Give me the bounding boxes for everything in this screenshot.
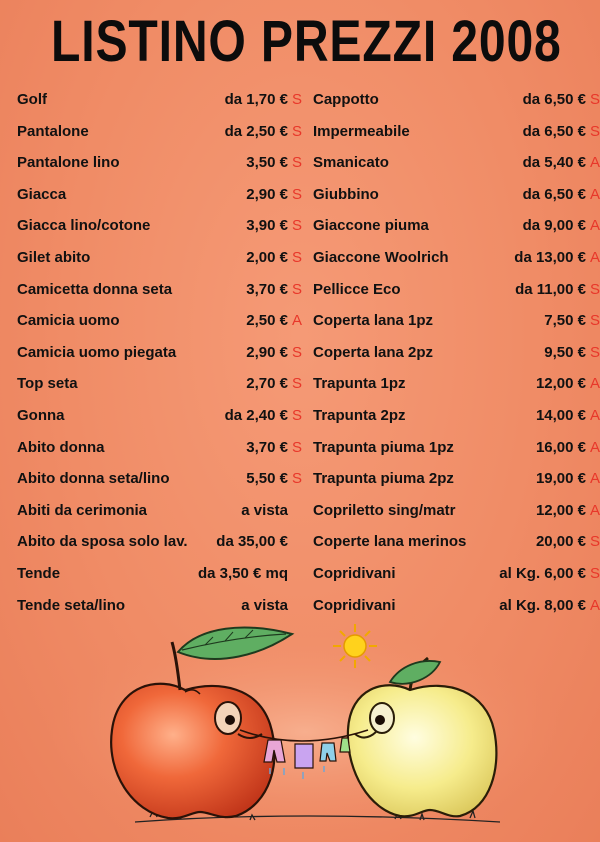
price-row	[17, 242, 307, 274]
item-name: Giaccone Woolrich	[313, 248, 449, 266]
item-price: 14,00 €	[535, 406, 586, 424]
item-price: 2,00 €	[246, 248, 288, 266]
item-price: 3,90 €	[246, 217, 288, 235]
item-name: Copriletto sing/matr	[313, 501, 456, 519]
item-price: da 6,50 €	[522, 91, 586, 108]
service-code: S	[589, 280, 600, 298]
item-price: 2,90 €	[246, 343, 288, 361]
page-title: LISTINO PREZZI 2008	[51, 9, 562, 74]
item-name: Abiti da cerimonia	[17, 501, 148, 519]
price-row	[17, 463, 307, 495]
service-code: A	[589, 185, 600, 203]
service-code: S	[291, 343, 302, 361]
item-price: 16,00 €	[535, 438, 586, 456]
service-code: A	[589, 217, 600, 235]
item-name: Copridivani	[313, 564, 396, 582]
item-price: a vista	[241, 501, 288, 519]
item-price: da 6,50 €	[522, 122, 586, 140]
item-name: Trapunta piuma 2pz	[313, 470, 454, 488]
price-row	[17, 147, 307, 179]
item-name: Smanicato	[313, 154, 389, 172]
service-code: S	[291, 375, 302, 393]
apples-illustration	[0, 612, 600, 842]
price-row	[313, 558, 600, 590]
item-price: 20,00 €	[535, 533, 586, 551]
item-name: Giubbino	[313, 185, 379, 203]
service-code: A	[589, 248, 600, 266]
service-code: S	[291, 217, 302, 235]
item-price: 7,50 €	[544, 312, 586, 330]
item-name: Trapunta piuma 1pz	[313, 438, 454, 456]
price-row	[17, 526, 307, 558]
price-row	[313, 432, 600, 464]
service-code: A	[291, 312, 302, 330]
price-row	[313, 210, 600, 242]
service-code: S	[589, 91, 600, 108]
service-code: S	[291, 248, 302, 266]
price-list-right	[313, 84, 600, 621]
price-row	[313, 147, 600, 179]
item-name: Impermeabile	[313, 122, 410, 140]
item-name: Pantalone lino	[17, 154, 120, 172]
item-name: Giacca lino/cotone	[17, 217, 151, 235]
price-row	[17, 84, 307, 116]
price-row	[313, 305, 600, 337]
price-row	[17, 179, 307, 211]
price-row	[17, 558, 307, 590]
item-price: da 2,40 €	[224, 406, 288, 424]
item-name: Golf	[17, 91, 47, 108]
price-row	[313, 463, 600, 495]
service-code: S	[589, 533, 600, 551]
price-row	[17, 432, 307, 464]
service-code: A	[589, 596, 600, 614]
item-price: da 9,00 €	[522, 217, 586, 235]
item-name: Coperta lana 2pz	[313, 343, 434, 361]
item-price: al Kg. 6,00 €	[499, 564, 586, 582]
item-price: 2,90 €	[246, 185, 288, 203]
item-price: da 3,50 € mq	[197, 564, 288, 582]
service-code: A	[589, 470, 600, 488]
item-name: Trapunta 1pz	[313, 375, 406, 393]
price-row	[313, 242, 600, 274]
service-code: S	[291, 91, 302, 108]
item-price: 2,70 €	[246, 375, 288, 393]
service-code: A	[589, 375, 600, 393]
item-name: Coperta lana 1pz	[313, 312, 434, 330]
service-code: S	[589, 564, 600, 582]
item-price: 9,50 €	[544, 343, 586, 361]
service-code: S	[589, 343, 600, 361]
price-row	[313, 84, 600, 116]
item-name: Cappotto	[313, 91, 379, 108]
item-price: da 1,70 €	[224, 91, 288, 108]
service-code: S	[291, 438, 302, 456]
price-row	[17, 274, 307, 306]
item-name: Abito donna seta/lino	[17, 470, 170, 488]
item-name: Pantalone	[17, 122, 89, 140]
price-row	[17, 305, 307, 337]
price-row	[313, 116, 600, 148]
item-name: Trapunta 2pz	[313, 406, 406, 424]
item-name: Pellicce Eco	[313, 280, 401, 298]
item-price: 2,50 €	[246, 312, 288, 330]
item-name: Giacca	[17, 185, 67, 203]
item-price: da 5,40 €	[522, 154, 586, 172]
service-code: S	[291, 122, 302, 140]
service-code: S	[291, 280, 302, 298]
price-row	[313, 274, 600, 306]
price-row	[17, 495, 307, 527]
item-price: al Kg. 8,00 €	[499, 596, 586, 614]
item-price: 3,70 €	[246, 280, 288, 298]
service-code: A	[589, 438, 600, 456]
item-price: 19,00 €	[535, 470, 586, 488]
item-name: Abito donna	[17, 438, 105, 456]
item-name: Camicetta donna seta	[17, 280, 173, 298]
price-row	[17, 400, 307, 432]
item-price: da 35,00 €	[216, 533, 288, 551]
service-code: A	[589, 501, 600, 519]
service-code: S	[589, 312, 600, 330]
item-name: Tende	[17, 564, 61, 582]
item-name: Giaccone piuma	[313, 217, 429, 235]
item-price: da 13,00 €	[514, 248, 586, 266]
item-price: 3,70 €	[246, 438, 288, 456]
item-name: Abito da sposa solo lav.	[17, 533, 188, 551]
price-row	[313, 526, 600, 558]
service-code: S	[291, 406, 302, 424]
service-code: S	[589, 122, 600, 140]
price-row	[17, 210, 307, 242]
price-row	[313, 495, 600, 527]
item-name: Coperte lana merinos	[313, 533, 467, 551]
item-name: Tende seta/lino	[17, 596, 126, 614]
item-name: Gonna	[17, 406, 65, 424]
item-price: 12,00 €	[535, 501, 586, 519]
price-row	[17, 368, 307, 400]
item-name: Camicia uomo piegata	[17, 343, 177, 361]
item-name: Top seta	[17, 375, 78, 393]
item-name: Copridivani	[313, 596, 396, 614]
price-row	[313, 368, 600, 400]
service-code: S	[291, 154, 302, 172]
item-name: Camicia uomo	[17, 312, 120, 330]
item-price: 5,50 €	[246, 470, 288, 488]
service-code: A	[589, 406, 600, 424]
service-code: S	[291, 185, 302, 203]
service-code: S	[291, 470, 302, 488]
price-row	[17, 337, 307, 369]
item-price: 12,00 €	[535, 375, 586, 393]
price-row	[313, 337, 600, 369]
price-row	[17, 116, 307, 148]
item-price: da 11,00 €	[515, 280, 586, 298]
price-row	[313, 179, 600, 211]
service-code: A	[589, 154, 600, 172]
price-row	[313, 400, 600, 432]
item-price: da 6,50 €	[522, 185, 586, 203]
price-list-left	[17, 84, 307, 621]
item-price: da 2,50 €	[224, 122, 288, 140]
item-name: Gilet abito	[17, 248, 91, 266]
item-price: a vista	[241, 596, 288, 614]
item-price: 3,50 €	[246, 154, 288, 172]
